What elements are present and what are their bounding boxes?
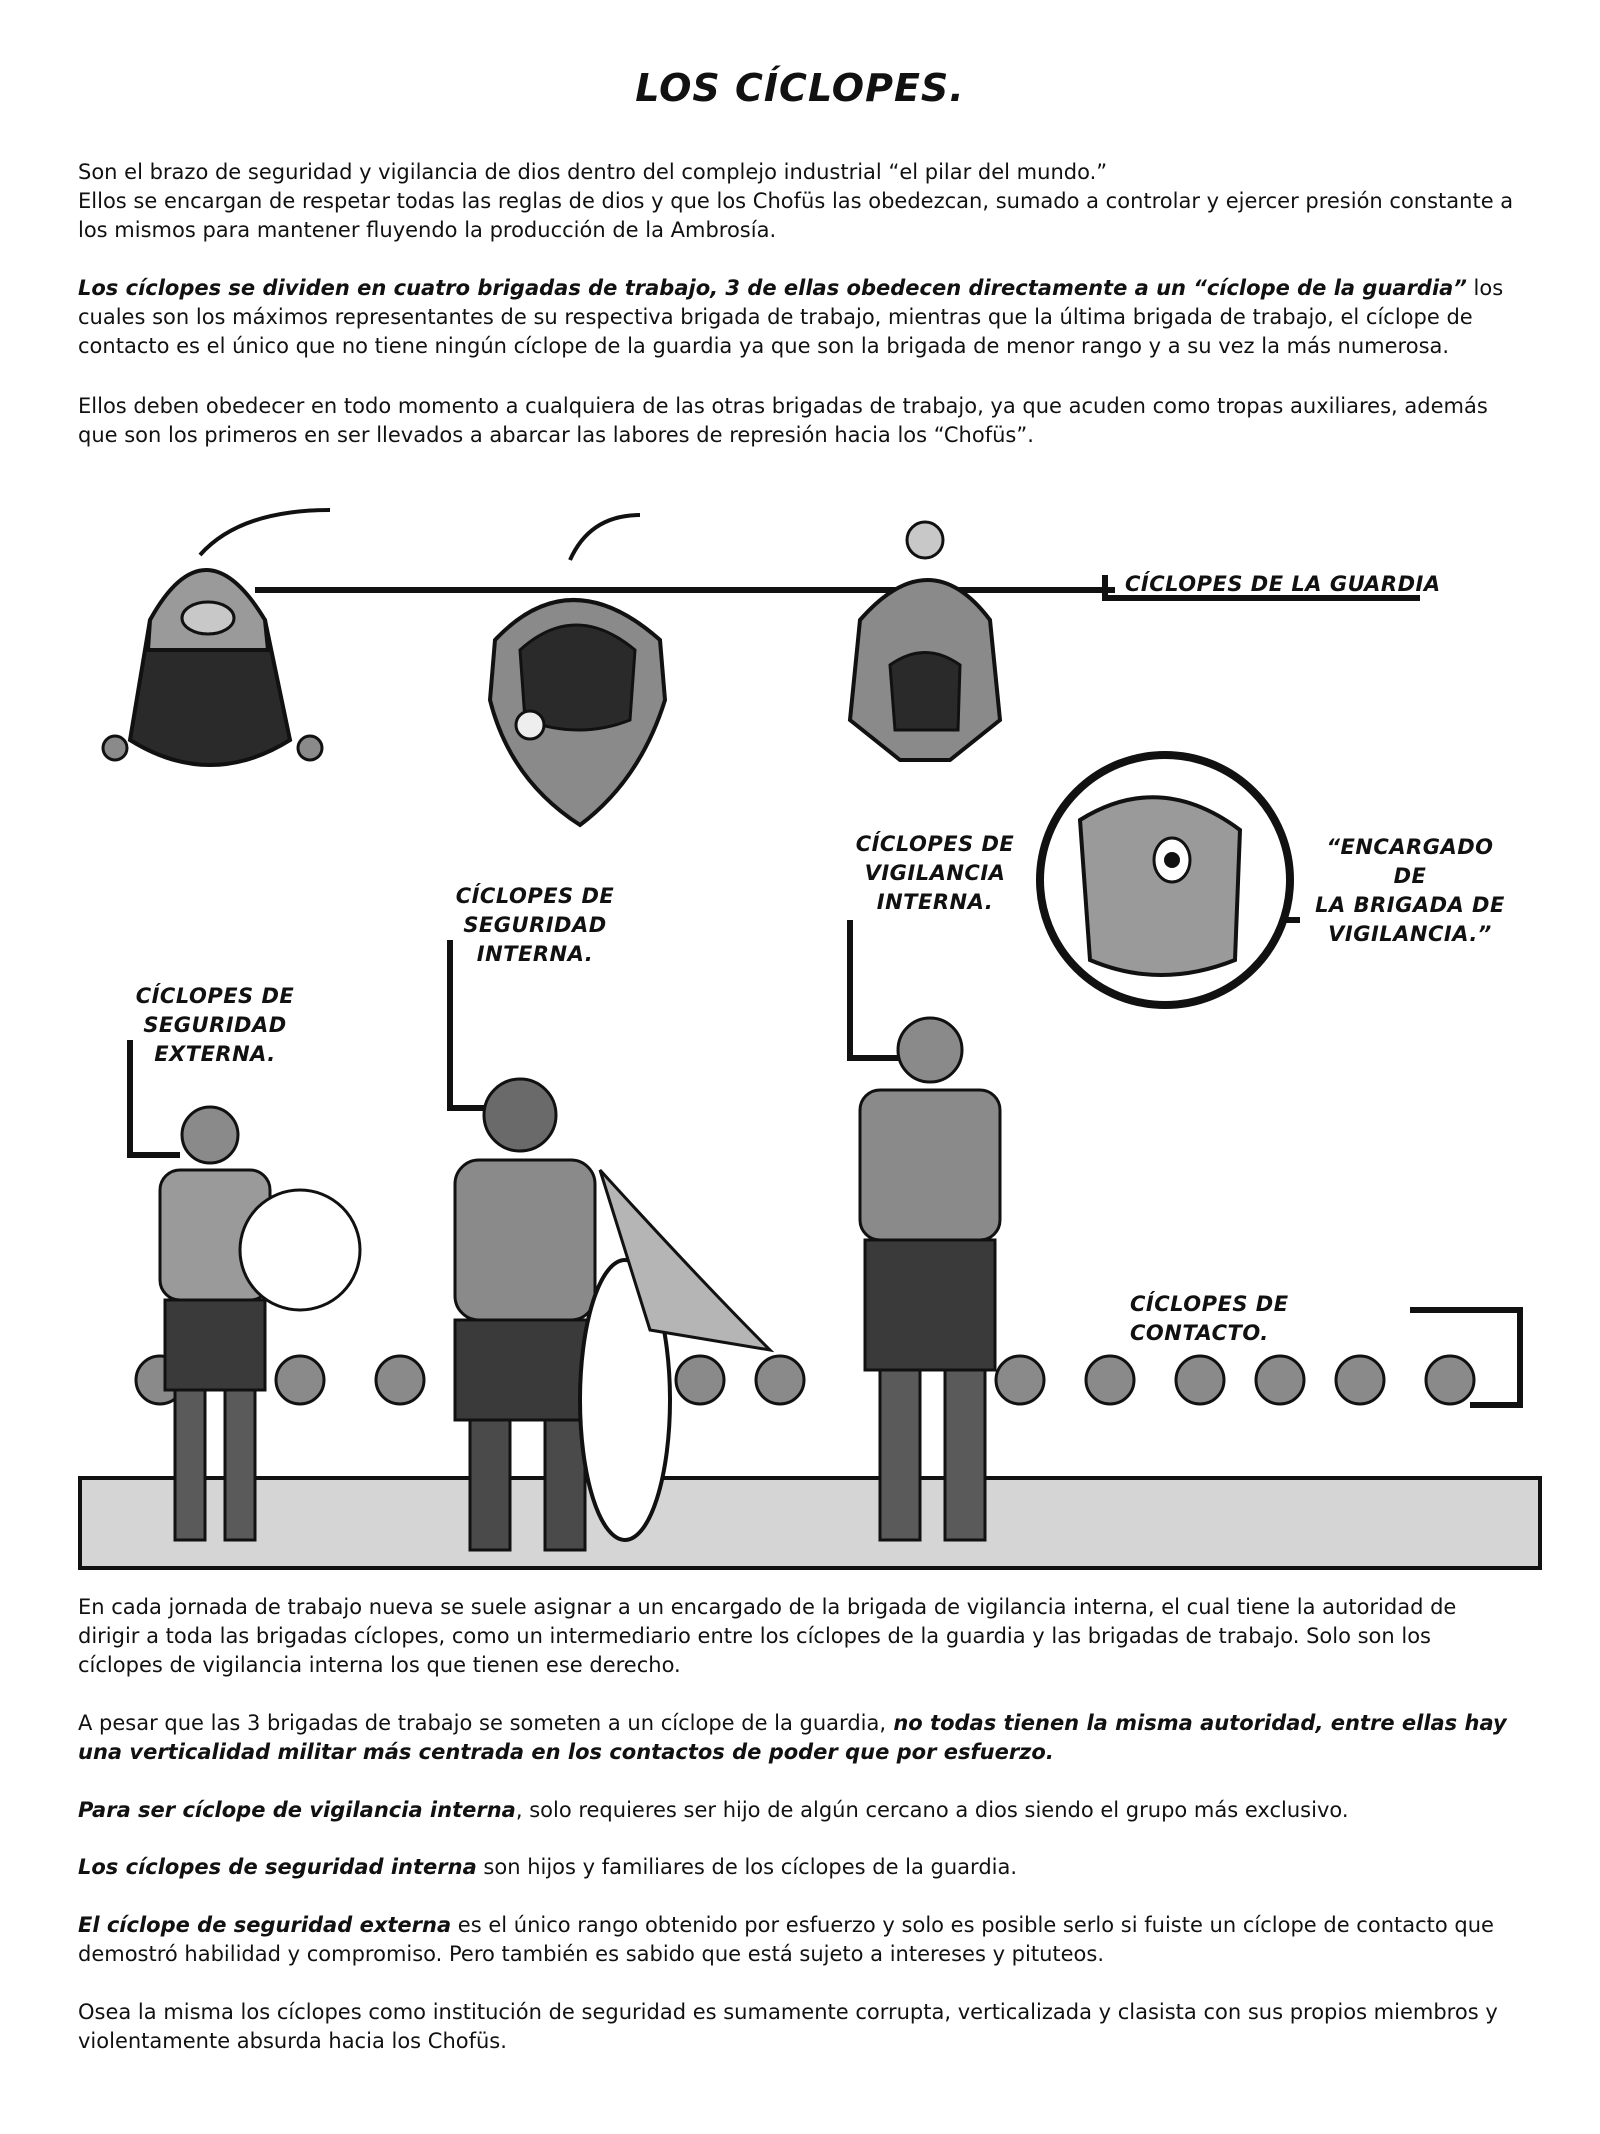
label-encargado-line-2: LA BRIGADA DE [1315,893,1505,917]
intro-paragraph-3: Ellos deben obedecer en todo momento a cualquiera de las otras brigadas de trabajo, ya que acuden como tropas auxiliares, además que son los primeros en ser llevados a abarcar las labores de represión hacia los “Chofüs”. [78,394,1488,447]
intro-p2-bold: Los cíclopes se dividen en cuatro brigadas de trabajo, 3 de ellas obedecen directamente a un “cíclope de la guardia” [78,276,1467,300]
label-seguridad-externa-line-1: CÍCLOPES DE [135,984,295,1008]
body-p7-rest: son hijos y familiares de los cíclopes de la guardia. [476,1855,1018,1879]
body-p6-bold: Para ser cíclope de vigilancia interna [78,1798,516,1822]
label-guardia: CÍCLOPES DE LA GUARDIA [1125,572,1441,596]
label-seguridad-interna [455,882,615,969]
label-encargado-line-3: VIGILANCIA.” [1328,922,1492,946]
body-p8-rest: es el único rango obtenido por esfuerzo y solo es posible serlo si fuiste un cíclope de contacto que demostró habilidad y compromiso. Pero también es sabido que está sujeto a intereses y pituteos. [78,1913,1494,1966]
page-title: LOS CÍCLOPES. [635,66,965,110]
body-p8-bold: El cíclope de seguridad externa [78,1913,452,1937]
ground-strip [80,1478,1540,1568]
body-p5-bold: no todas tienen la misma autoridad, entre ellas hay una verticalidad militar más centrada en los contactos de poder que por esfuerzo. [78,1711,1507,1764]
intro-line-2: Ellos se encargan de respetar todas las reglas de dios y que los Chofüs las obedezcan, sumado a controlar y ejercer presión constante a los mismos para mantener fluyendo la producción de la Ambrosía. [78,189,1514,242]
label-vigilancia [855,830,1015,917]
guardia-helmet-3 [850,522,1000,760]
label-seguridad-interna-line-1: CÍCLOPES DE [455,884,615,908]
label-vigilancia-line-3: INTERNA. [876,890,994,914]
guardia-helmet-1 [103,510,330,765]
label-seguridad-externa-line-3: EXTERNA. [154,1042,276,1066]
label-seguridad-interna-line-2: SEGURIDAD [463,913,607,937]
intro-line-1: Son el brazo de seguridad y vigilancia de dios dentro del complejo industrial “el pilar del mundo.” [78,160,1108,184]
label-seguridad-externa [135,982,295,1069]
encargado-portrait [1040,755,1290,1005]
body-paragraph-5 [78,1911,1518,1969]
figure-seguridad-externa [160,1107,360,1540]
figure-vigilancia-interna [860,1018,1000,1540]
guardia-helmet-2 [490,515,665,825]
body-paragraph-1: En cada jornada de trabajo nueva se suele asignar a un encargado de la brigada de vigilancia interna, el cual tiene la autoridad de dirigir a toda las brigadas cíclopes, como un intermediario entre los cíclopes de la guardia y las brigadas de trabajo. Solo son los cíclopes de vigilancia interna los que tienen ese derecho. [78,1595,1457,1677]
intro-p2-rest: los cuales son los máximos representantes de su respectiva brigada de trabajo, mientras que la última brigada de trabajo, el cíclope de contacto es el único que no tiene ningún cíclope de la guardia ya que son la brigada de menor rango y a su vez la más numerosa. [78,276,1504,358]
contacto-row [136,1356,1474,1404]
label-encargado-line-1: “ENCARGADO DE [1326,835,1494,888]
label-vigilancia-line-2: VIGILANCIA [864,861,1006,885]
label-contacto: CÍCLOPES DE CONTACTO. [1130,1292,1289,1345]
label-vigilancia-line-1: CÍCLOPES DE [855,832,1015,856]
body-paragraph-4 [78,1853,1518,1882]
body-paragraph-6: Osea la misma los cíclopes como institución de seguridad es sumamente corrupta, verticalizada y clasista con sus propios miembros y violentamente absurda hacia los Chofüs. [78,2000,1498,2053]
body-paragraph-3 [78,1796,1518,1825]
body-p5-plain: A pesar que las 3 brigadas de trabajo se someten a un cíclope de la guardia, [78,1711,887,1735]
label-seguridad-externa-line-2: SEGURIDAD [143,1013,287,1037]
body-p6-rest: , solo requieres ser hijo de algún cercano a dios siendo el grupo más exclusivo. [515,1798,1349,1822]
body-paragraph-2 [78,1709,1518,1767]
body-p7-bold: Los cíclopes de seguridad interna [78,1855,477,1879]
label-encargado [1310,833,1510,949]
label-seguridad-interna-line-3: INTERNA. [476,942,594,966]
